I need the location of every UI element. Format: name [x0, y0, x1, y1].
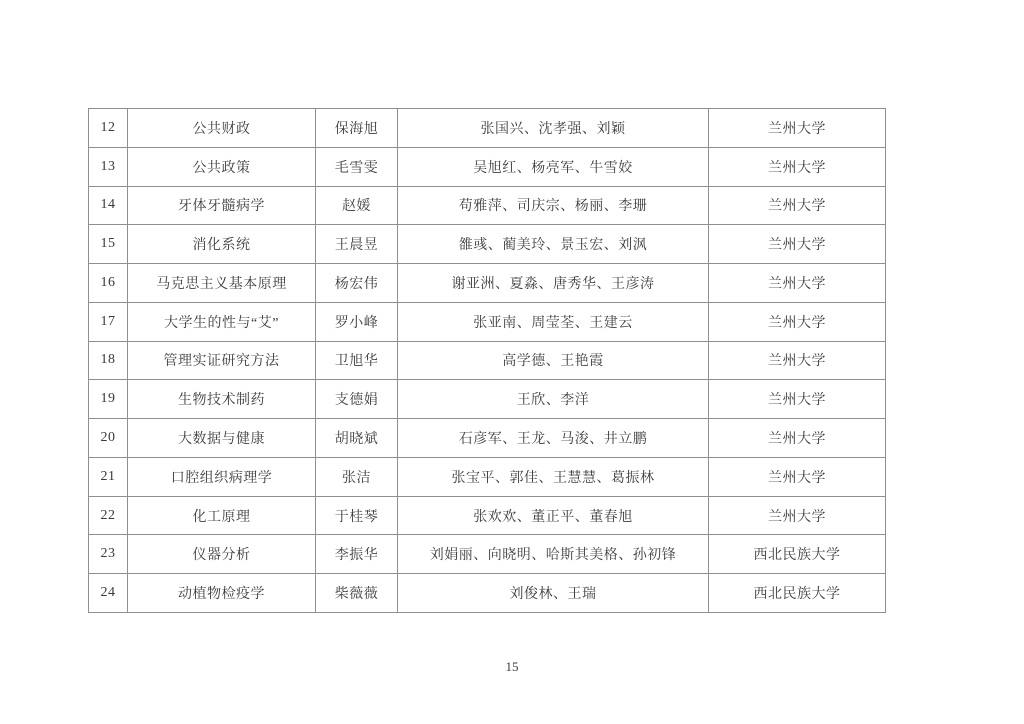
row-number-cell: 16: [89, 264, 128, 303]
row-number-cell: 20: [89, 419, 128, 458]
team-members-cell: 刘俊林、王瑞: [398, 574, 709, 613]
row-number-cell: 22: [89, 496, 128, 535]
course-name-cell: 口腔组织病理学: [128, 457, 316, 496]
row-number-cell: 21: [89, 457, 128, 496]
university-cell: 兰州大学: [709, 186, 886, 225]
course-table: [88, 108, 886, 613]
table-row: [89, 109, 886, 148]
team-members-cell: 雒彧、蔺美玲、景玉宏、刘沨: [398, 225, 709, 264]
university-cell: 兰州大学: [709, 457, 886, 496]
instructor-cell: 胡晓斌: [316, 419, 398, 458]
team-members-cell: 谢亚洲、夏淼、唐秀华、王彦涛: [398, 264, 709, 303]
team-members-cell: 苟雅萍、司庆宗、杨丽、李珊: [398, 186, 709, 225]
row-number-cell: 18: [89, 341, 128, 380]
university-cell: 兰州大学: [709, 302, 886, 341]
instructor-cell: 卫旭华: [316, 341, 398, 380]
row-number-cell: 15: [89, 225, 128, 264]
course-name-cell: 动植物检疫学: [128, 574, 316, 613]
instructor-cell: 柴薇薇: [316, 574, 398, 613]
table-row: [89, 457, 886, 496]
team-members-cell: 石彦军、王龙、马浚、井立鹏: [398, 419, 709, 458]
table-row: [89, 186, 886, 225]
course-name-cell: 公共财政: [128, 109, 316, 148]
university-cell: 兰州大学: [709, 496, 886, 535]
row-number-cell: 24: [89, 574, 128, 613]
instructor-cell: 李振华: [316, 535, 398, 574]
university-cell: 西北民族大学: [709, 574, 886, 613]
team-members-cell: 张国兴、沈孝强、刘颖: [398, 109, 709, 148]
course-name-cell: 马克思主义基本原理: [128, 264, 316, 303]
instructor-cell: 杨宏伟: [316, 264, 398, 303]
table-row: [89, 496, 886, 535]
team-members-cell: 张亚南、周莹荃、王建云: [398, 302, 709, 341]
instructor-cell: 支德娟: [316, 380, 398, 419]
course-name-cell: 管理实证研究方法: [128, 341, 316, 380]
university-cell: 兰州大学: [709, 147, 886, 186]
instructor-cell: 王晨昱: [316, 225, 398, 264]
university-cell: 西北民族大学: [709, 535, 886, 574]
course-name-cell: 消化系统: [128, 225, 316, 264]
university-cell: 兰州大学: [709, 225, 886, 264]
course-name-cell: 公共政策: [128, 147, 316, 186]
university-cell: 兰州大学: [709, 264, 886, 303]
university-cell: 兰州大学: [709, 419, 886, 458]
university-cell: 兰州大学: [709, 380, 886, 419]
team-members-cell: 吴旭红、杨亮军、牛雪姣: [398, 147, 709, 186]
team-members-cell: 张宝平、郭佳、王慧慧、葛振林: [398, 457, 709, 496]
university-cell: 兰州大学: [709, 341, 886, 380]
row-number-cell: 12: [89, 109, 128, 148]
team-members-cell: 张欢欢、董正平、董春旭: [398, 496, 709, 535]
table-row: [89, 535, 886, 574]
table-row: [89, 380, 886, 419]
row-number-cell: 19: [89, 380, 128, 419]
table-row: [89, 225, 886, 264]
instructor-cell: 于桂琴: [316, 496, 398, 535]
table-row: [89, 574, 886, 613]
team-members-cell: 王欣、李洋: [398, 380, 709, 419]
instructor-cell: 罗小峰: [316, 302, 398, 341]
table-row: [89, 341, 886, 380]
instructor-cell: 张洁: [316, 457, 398, 496]
team-members-cell: 高学德、王艳霞: [398, 341, 709, 380]
instructor-cell: 保海旭: [316, 109, 398, 148]
course-name-cell: 大学生的性与“艾”: [128, 302, 316, 341]
page-number: 15: [505, 659, 519, 674]
table-row: [89, 147, 886, 186]
course-name-cell: 仪器分析: [128, 535, 316, 574]
table-row: [89, 264, 886, 303]
table-row: [89, 302, 886, 341]
course-name-cell: 牙体牙髓病学: [128, 186, 316, 225]
course-name-cell: 大数据与健康: [128, 419, 316, 458]
team-members-cell: 刘娟丽、向晓明、哈斯其美格、孙初锋: [398, 535, 709, 574]
instructor-cell: 毛雪雯: [316, 147, 398, 186]
university-cell: 兰州大学: [709, 109, 886, 148]
instructor-cell: 赵媛: [316, 186, 398, 225]
row-number-cell: 14: [89, 186, 128, 225]
table-row: [89, 419, 886, 458]
row-number-cell: 13: [89, 147, 128, 186]
course-name-cell: 生物技术制药: [128, 380, 316, 419]
row-number-cell: 23: [89, 535, 128, 574]
course-name-cell: 化工原理: [128, 496, 316, 535]
row-number-cell: 17: [89, 302, 128, 341]
